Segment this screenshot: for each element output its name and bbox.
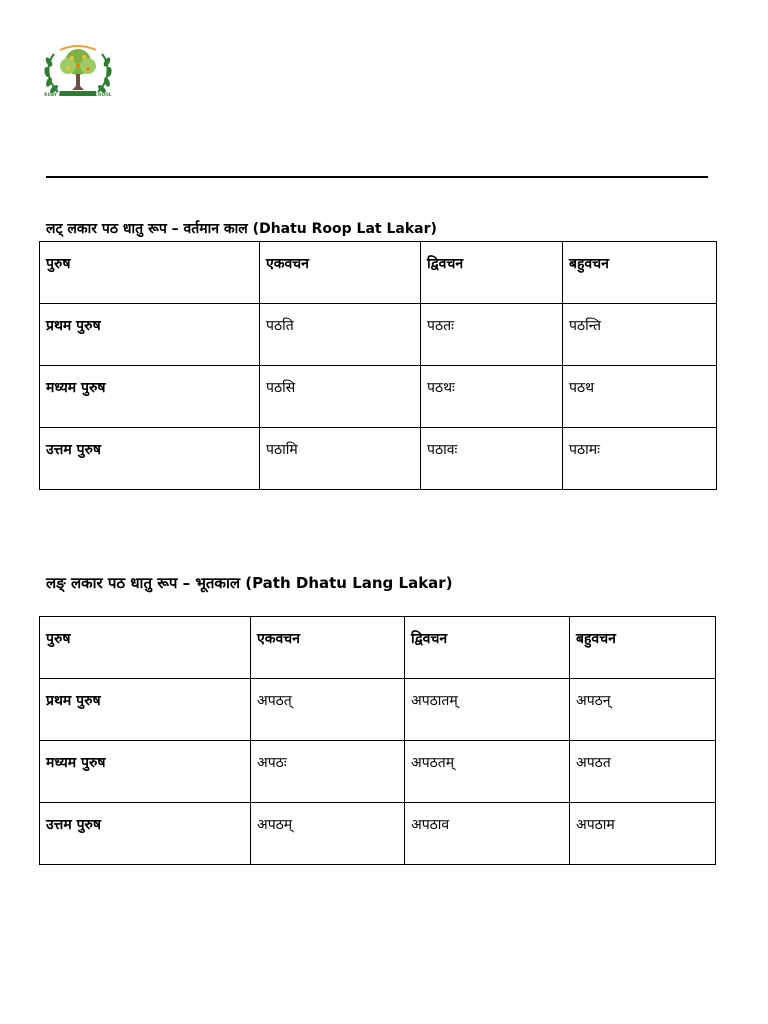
horizontal-rule: [46, 176, 708, 178]
table-header-row: [40, 242, 717, 304]
table-row: [40, 679, 716, 741]
header-cell: एकवचन: [260, 242, 421, 304]
row-header-cell: उत्तम पुरुष: [40, 803, 251, 865]
table-cell: अपठातम्: [405, 679, 570, 741]
table-cell: अपठः: [251, 741, 405, 803]
table-cell: अपठम्: [251, 803, 405, 865]
lang-lakar-heading: लङ् लकार पठ धातु रूप – भूतकाल (Path Dhatu Lang Lakar): [46, 574, 453, 592]
row-header-cell: मध्यम पुरुष: [40, 366, 260, 428]
header-cell: पुरुष: [40, 617, 251, 679]
table-cell: अपठतम्: [405, 741, 570, 803]
table-cell: अपठत्: [251, 679, 405, 741]
table-cell: अपठाव: [405, 803, 570, 865]
table-cell: अपठाम: [570, 803, 716, 865]
lat-lakar-heading: लट् लकार पठ धातु रूप – वर्तमान काल (Dhatu Roop Lat Lakar): [46, 221, 437, 237]
row-header-cell: प्रथम पुरुष: [40, 679, 251, 741]
header-cell: बहुवचन: [570, 617, 716, 679]
table-cell: पठामः: [563, 428, 717, 490]
header-cell: द्विवचन: [421, 242, 563, 304]
table-row: [40, 741, 716, 803]
logo-caption: RUBY PARK PUBLIC SCHOOL: [44, 92, 112, 97]
table-row: [40, 304, 717, 366]
lang-lakar-table: [39, 616, 716, 865]
header-cell: बहुवचन: [563, 242, 717, 304]
row-header-cell: उत्तम पुरुष: [40, 428, 260, 490]
row-header-cell: मध्यम पुरुष: [40, 741, 251, 803]
table-cell: पठथः: [421, 366, 563, 428]
table-cell: पठति: [260, 304, 421, 366]
table-cell: पठावः: [421, 428, 563, 490]
table-header-row: [40, 617, 716, 679]
table-row: [40, 428, 717, 490]
lat-lakar-table: [39, 241, 717, 490]
table-row: [40, 366, 717, 428]
header-cell: द्विवचन: [405, 617, 570, 679]
header-cell: एकवचन: [251, 617, 405, 679]
table-cell: पठतः: [421, 304, 563, 366]
row-header-cell: प्रथम पुरुष: [40, 304, 260, 366]
table-cell: अपठत: [570, 741, 716, 803]
table-cell: पठामि: [260, 428, 421, 490]
table-cell: पठसि: [260, 366, 421, 428]
header-cell: पुरुष: [40, 242, 260, 304]
table-row: [40, 803, 716, 865]
table-cell: पठथ: [563, 366, 717, 428]
table-cell: पठन्ति: [563, 304, 717, 366]
table-cell: अपठन्: [570, 679, 716, 741]
